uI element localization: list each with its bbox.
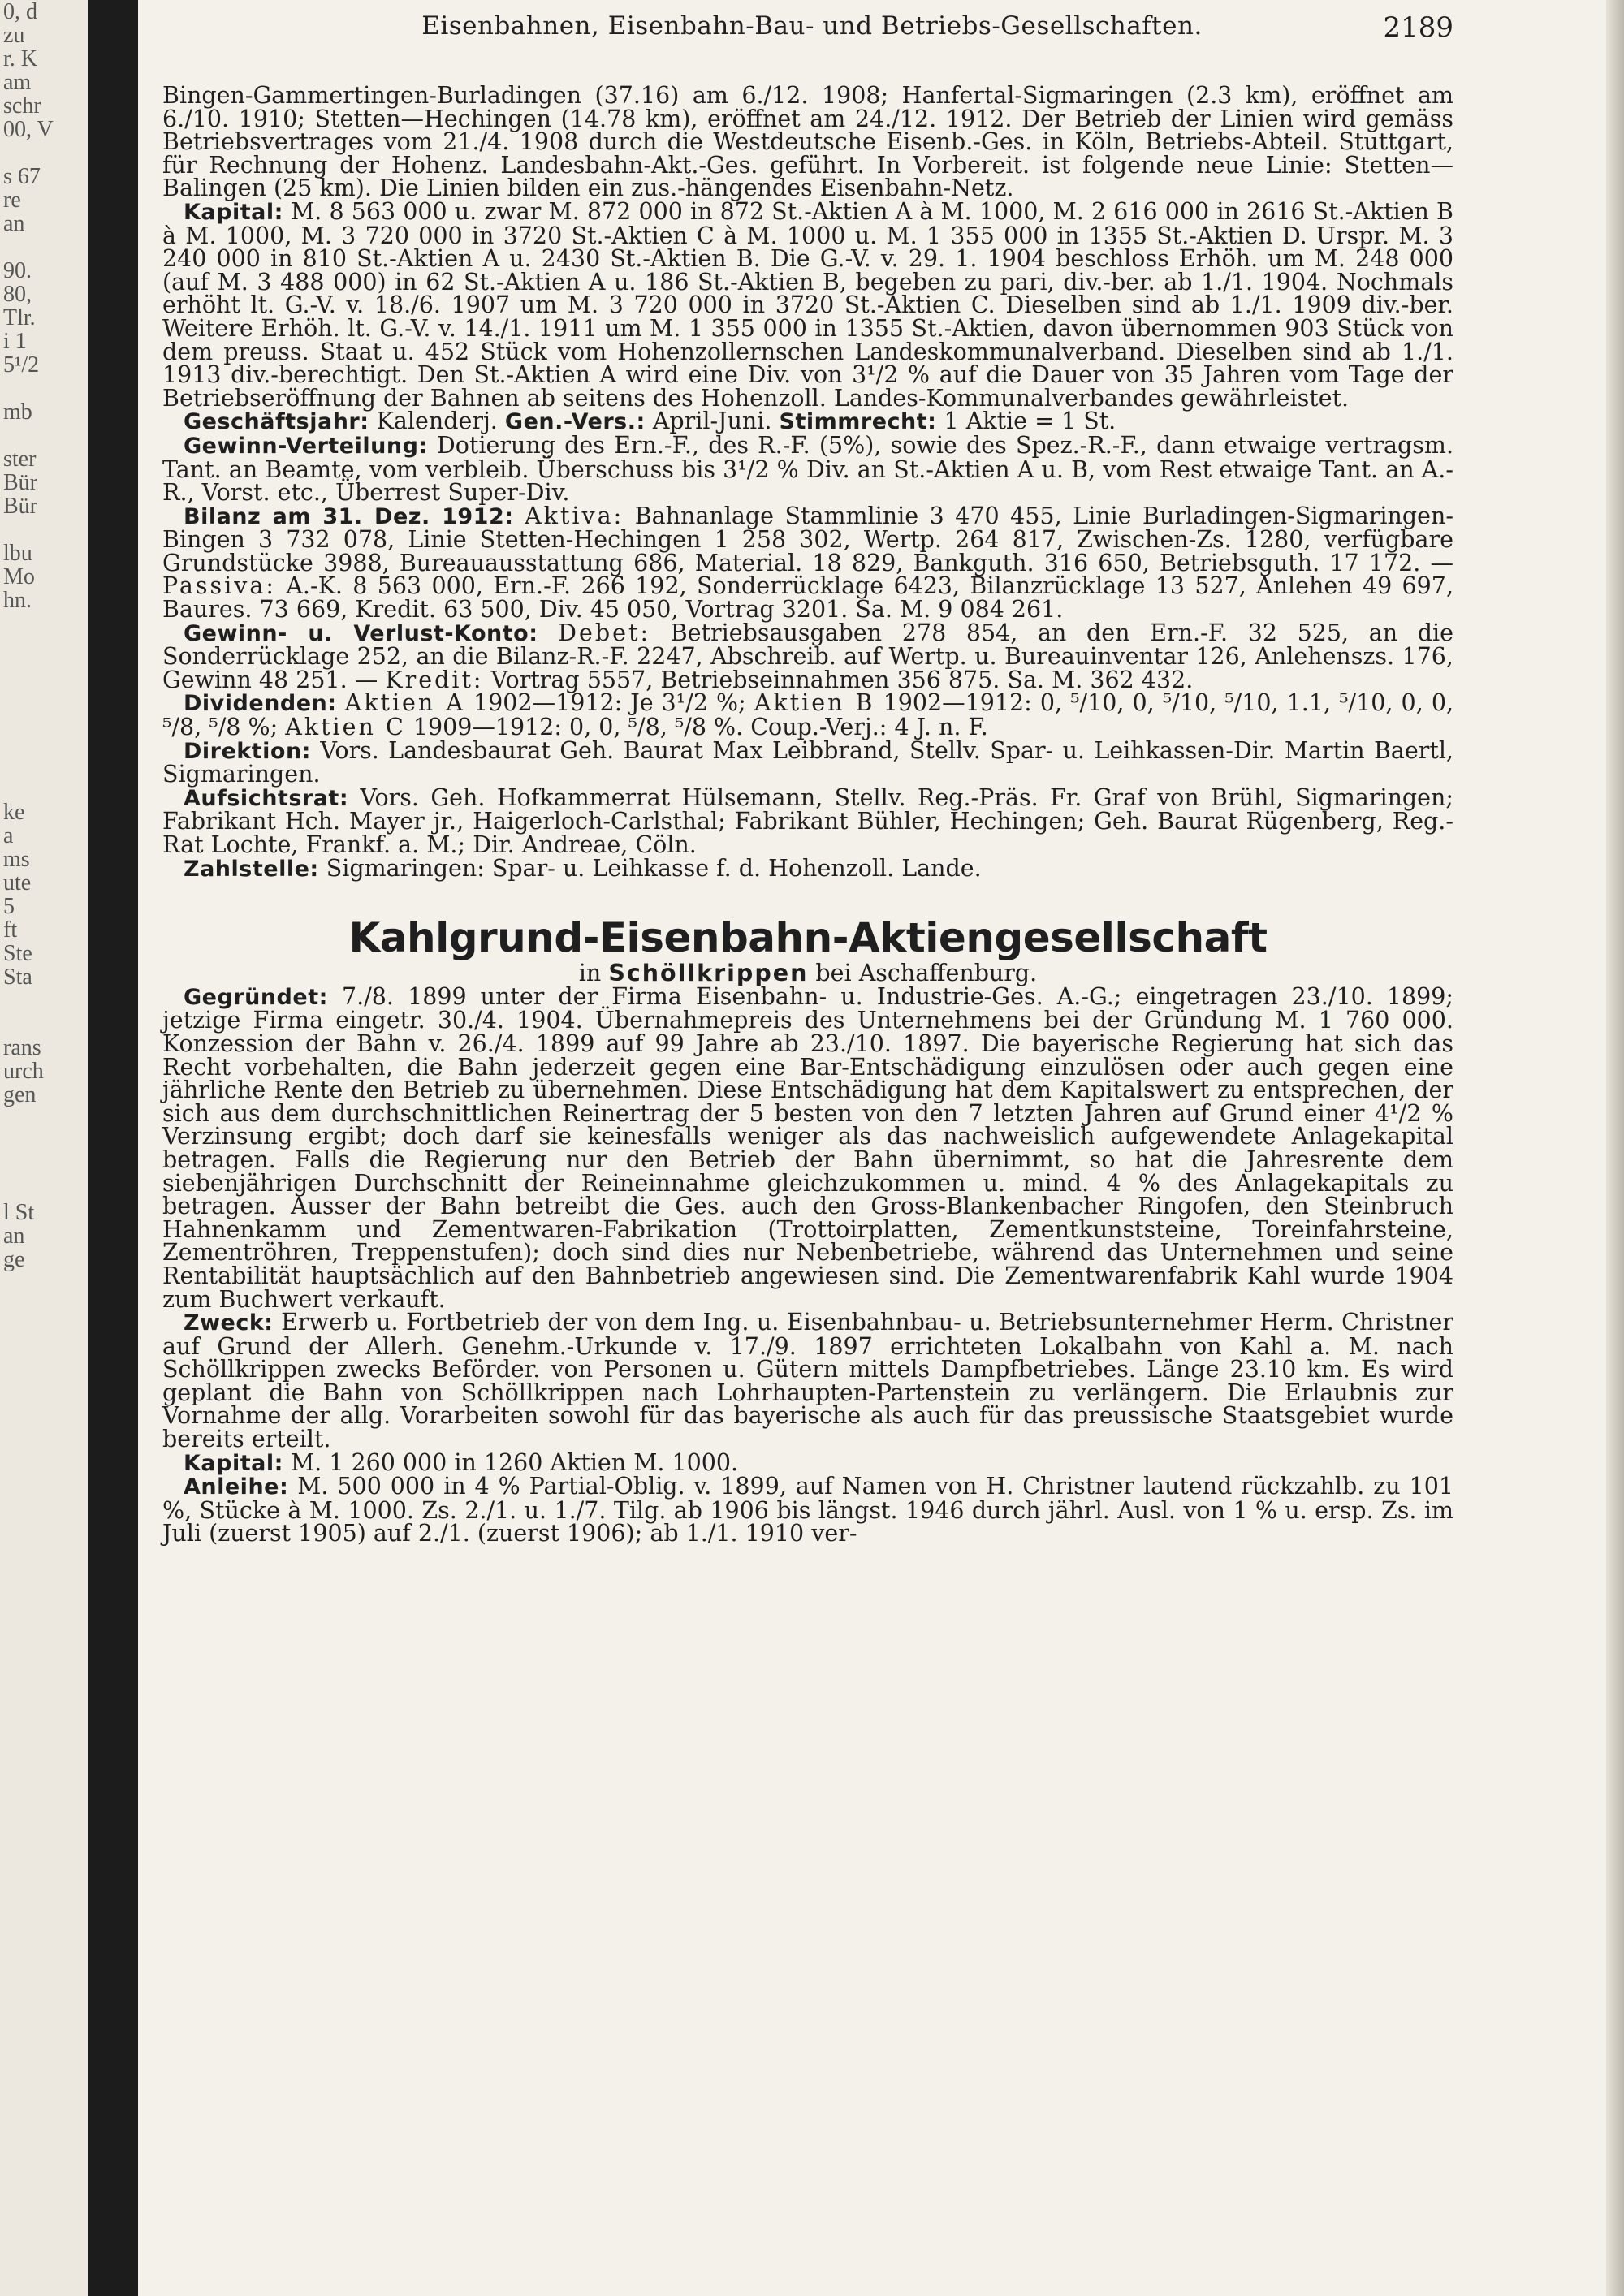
adjacent-page-fragment: an	[3, 1224, 25, 1249]
adjacent-page-fragment	[0, 612, 88, 636]
company-title: Kahlgrund-Eisenbahn-Aktiengesellschaft	[348, 914, 1268, 962]
bilanz-passiva-text: A.-K. 8 563 000, Ern.-F. 266 192, Sonderrücklage 6423, Bilanzrücklage 13 527, Anlehen 49 697, Baures. 73 669, Kredit. 63 500, Div. 45 050, Vortrag 3201. Sa. M. 9 084 261.	[162, 572, 1453, 624]
gen-vers-label: Gen.-Vers.:	[504, 409, 646, 435]
dividenden-entry	[162, 689, 1454, 741]
adjacent-page-fragment: ms	[3, 847, 30, 872]
page	[162, 0, 1453, 2296]
gewinn-verteilung-label: Gewinn-Verteilung:	[184, 433, 428, 459]
gegruendet-entry	[162, 982, 1454, 1313]
adjacent-page-fragment: Ste	[3, 941, 32, 966]
direktion-entry	[162, 736, 1453, 788]
adjacent-page-fragment	[0, 1271, 88, 1295]
anleihe-entry	[162, 1475, 1453, 1546]
aufsichtsrat-text: Vors. Geh. Hofkammerrat Hülsemann, Stellv. Reg.-Präs. Fr. Graf von Brühl, Sigmaringen; Fabrikant Hch. Mayer jr., Haigerloch-Carlsthal; Fabrikant Bühler, Hechingen; Geh. Baurat Rügenberg, Reg.-Rat Lochte, Frankf. a. M.; Dir. Andreae, Cöln.	[162, 783, 1454, 858]
binding-gutter	[88, 0, 138, 2296]
gewinn-verteilung-text: Dotierung des Ern.-F., des R.-F. (5%), sowie des Spez.-R.-F., dann etwaige vertragsm. Tant. an Beamte, vom verbleib. Überschuss bis 3¹/2 % Div. an St.-Aktien A u. B, vom Rest etwaige Tant. an A.-R., Vorst. etc., Überrest Super-Div.	[162, 431, 1454, 507]
page-body	[162, 84, 1453, 1546]
gewinn-verteilung-entry	[162, 431, 1454, 507]
location-rest: bei Aschaffenburg.	[815, 960, 1038, 987]
guv-kredit-text: Vortrag 5557, Betriebseinnahmen 356 875. Sa. M. 362 432.	[490, 666, 1194, 693]
adjacent-page-fragment	[0, 518, 88, 542]
location-place: Schöllkrippen	[608, 960, 809, 987]
geschaeftsjahr-text: Kalenderj.	[376, 408, 498, 435]
adjacent-page-fragment: 90.	[3, 258, 32, 283]
fiscal-entry	[162, 410, 1453, 434]
adjacent-page-fragment	[0, 1460, 88, 1483]
bilanz-entry	[162, 502, 1453, 624]
kapital-entry	[162, 197, 1454, 412]
debet-label: Debet:	[558, 619, 651, 646]
adjacent-page-fragment: Sta	[3, 965, 32, 990]
adjacent-page-fragment: rans	[3, 1035, 41, 1060]
zweck-text: Erwerb u. Fortbetrieb der von dem Ing. u. Eisenbahnbau- u. Betriebsunternehmer Herm. Christner auf Grund der Allerh. Genehm.-Urkunde v. 17./9. 1897 errichteten Lokalbahn von Kahl a. M. nach Schöllkrippen zwecks Beförder. von Personen u. Gütern mittels Dampfbetriebes. Länge 23.10 km. Es wird geplant die Bahn von Schöllkrippen nach Lohrhaupten-Partenstein zu verlängern. Die Erlaubnis zur Vornahme der allg. Vorarbeiten sowohl für das bayerische als auch für das preussische Staatsgebiet wurde bereits erteilt.	[162, 1309, 1453, 1453]
adjacent-page-fragment	[0, 377, 88, 400]
railway-lines-paragraph: Bingen-Gammertingen-Burladingen (37.16) am 6./12. 1908; Hanfertal-Sigmaringen (2.3 km), eröffnet am 6./10. 1910; Stetten—Hechingen (14.78 km), eröffnet am 24./12. 1912. Der Betrieb der Linien wird gemäss Betriebsvertrages vom 21./4. 1908 durch die Westdeutsche Eisenb.-Ges. in Köln, Betriebs-Abteil. Stuttgart, für Rechnung der Hohenz. Landesbahn-Akt.-Ges. geführt. In Vorbereit. ist folgende neue Linie: Stetten—Balingen (25 km). Die Linien bilden ein zus.-hängendes Eisenbahn-Netz.	[162, 82, 1453, 202]
adjacent-page-fragment	[0, 683, 88, 706]
adjacent-page-fragment: gen	[3, 1082, 37, 1107]
adjacent-page-fragment	[0, 1154, 88, 1177]
kapital-text: M. 8 563 000 u. zwar M. 872 000 in 872 St.-Aktien A à M. 1000, M. 2 616 000 in 2616 St.-Aktien B à M. 1000, M. 3 720 000 in 3720 St.-Aktien C à M. 1000 u. M. 1 355 000 in 1355 St.-Aktien D. Urspr. M. 3 240 000 in 810 St.-Aktien A u. 2430 St.-Aktien B. Die G.-V. v. 29. 1. 1904 beschloss Erhöh. um M. 248 000 (auf M. 3 488 000) in 62 St.-Aktien A u. 186 St.-Aktien B, begeben zu pari, div.-ber. ab 1./1. 1904. Nochmals erhöht lt. G.-V. v. 18./6. 1907 um M. 3 720 000 in 3720 St.-Aktien C. Dieselben sind ab 1./1. 1909 div.-ber. Weitere Erhöh. lt. G.-V. v. 14./1. 1911 um M. 1 355 000 in 1355 St.-Aktien, davon übernommen 903 Stück von dem preuss. Staat u. 452 Stück vom Hohenzollernschen Landeskommunalverband. Dieselben sind ab 1./1. 1913 div.-berechtigt. Den St.-Aktien A wird eine Div. von 3¹/2 % auf die Dauer von 35 Jahren vom Tage der Betriebseröffnung der Bahnen ab seitens des Hohenzoll. Landes-Kommunalverbandes gewährleistet.	[162, 197, 1454, 412]
adjacent-page-fragment	[0, 777, 88, 801]
direktion-label: Direktion:	[184, 738, 311, 764]
kapital2-entry	[162, 1448, 1453, 1476]
adjacent-page-fragment: lbu	[3, 541, 32, 566]
adjacent-page-fragment: zu	[3, 23, 25, 48]
adjacent-page-fragment: hn.	[3, 588, 32, 613]
adjacent-page-fragment: i 1	[3, 329, 27, 354]
adjacent-page-fragment	[0, 1483, 88, 1507]
adjacent-page-fragment: 0, d	[3, 0, 37, 24]
zahlstelle-entry	[162, 854, 1453, 882]
guv-entry	[162, 619, 1453, 693]
adjacent-page-fragment	[0, 706, 88, 730]
adjacent-page-fragment: 80,	[3, 282, 32, 307]
anleihe-label: Anleihe:	[184, 1474, 289, 1500]
adjacent-page-fragment: urch	[3, 1059, 44, 1084]
dividenden-label: Dividenden:	[184, 691, 337, 717]
aktiva-label: Aktiva:	[525, 502, 624, 529]
adjacent-page-fragment	[0, 730, 88, 753]
bilanz-aktiva-text: Bahnanlage Stammlinie 3 470 455, Linie Burladingen-Sigmaringen-Bingen 3 732 078, Linie Stetten-Hechingen 1 258 302, Wertp. 264 817, Zwischen-Zs. 1280, verfügbare Grundstücke 3988, Bureauausstattung 686, Material. 18 829, Bankguth. 316 650, Betriebsguth. 17 172. —	[162, 502, 1453, 576]
zahlstelle-label: Zahlstelle:	[184, 856, 319, 882]
company-location	[162, 962, 1453, 986]
kredit-label: Kredit:	[385, 666, 484, 693]
adjacent-page-fragment	[0, 1318, 88, 1342]
adjacent-page-fragment: 5	[3, 894, 15, 919]
adjacent-page-fragment: Tlr.	[3, 305, 36, 330]
adjacent-page-fragment	[0, 1436, 88, 1460]
adjacent-page-fragment: Bür	[3, 494, 37, 519]
header-title: Eisenbahnen, Eisenbahn-Bau- und Betriebs-Gesellschaften.	[421, 11, 1203, 41]
running-header	[162, 11, 1453, 47]
adjacent-page-fragment: am	[3, 70, 32, 95]
aktien-b-label: Aktien B	[754, 689, 875, 717]
adjacent-page-fragment	[0, 1130, 88, 1154]
adjacent-page-fragment: l St	[3, 1200, 35, 1225]
adjacent-page-fragment: ge	[3, 1247, 25, 1272]
adjacent-page-fragment	[0, 1177, 88, 1201]
location-prefix: in	[578, 960, 602, 987]
guv-label: Gewinn- u. Verlust-Konto:	[184, 620, 538, 646]
aufsichtsrat-entry	[162, 783, 1454, 858]
adjacent-page-fragment	[0, 1295, 88, 1318]
page-edge	[1606, 0, 1624, 2296]
bilanz-label: Bilanz am 31. Dez. 1912:	[184, 503, 514, 529]
stimmrecht-label: Stimmrecht:	[779, 409, 937, 435]
aktien-a-label: Aktien A	[344, 689, 465, 717]
kapital2-text: M. 1 260 000 in 1260 Aktien M. 1000.	[290, 1448, 739, 1476]
aktien-b-text: 1902—1912: 0, ⁵/10, 0, ⁵/10, ⁵/10, 1.1, ⁵/10, 0, 0, ⁵/8, ⁵/8 %;	[162, 689, 1454, 741]
anleihe-text: M. 500 000 in 4 % Partial-Oblig. v. 1899, auf Namen von H. Christner lautend rückzahlb. zu 101 %, Stücke à M. 1000. Zs. 2./1. u. 1./7. Tilg. ab 1906 bis längst. 1946 durch jährl. Ausl. von 1 % u. ersp. Zs. im Juli (zuerst 1905) auf 2./1. (zuerst 1906); ab 1./1. 1910 ver-	[162, 1473, 1453, 1547]
adjacent-page-fragment: schr	[3, 93, 41, 119]
adjacent-page-fragment	[0, 1107, 88, 1130]
adjacent-page-fragment: r. K	[3, 46, 37, 71]
passiva-label: Passiva:	[162, 572, 276, 600]
adjacent-page-fragment	[0, 1342, 88, 1366]
adjacent-page-fragment: s 67	[3, 164, 41, 189]
adjacent-page-strip	[0, 0, 88, 2296]
direktion-text: Vors. Landesbaurat Geh. Baurat Max Leibbrand, Stellv. Spar- u. Leihkassen-Dir. Martin Baertl, Sigmaringen.	[162, 736, 1453, 788]
gegruendet-text: 7./8. 1899 unter der Firma Eisenbahn- u. Industrie-Ges. A.-G.; eingetragen 23./10. 1899; jetzige Firma eingetr. 30./4. 1904. Übernahmepreis des Unternehmens bei der Gründung M. 1 760 000. Konzession der Bahn v. 26./4. 1899 auf 99 Jahre ab 23./10. 1897. Die bayerische Regierung hat sich das Recht vorbehalten, die Bahn jederzeit gegen eine Bar-Entschädigung einzulösen oder auch gegen eine jährliche Rente den Betrieb zu übernehmen. Diese Entschädigung hat dem Kapitalswert zu entsprechen, der sich aus dem durchschnittlichen Reinertrag der 5 besten von den 7 letzten Jahren auf Grund einer 4¹/2 % Verzinsung ergibt; doch darf sie keinesfalls weniger als das nachweislich aufgewendete Anlagekapital betragen. Falls die Regierung nur den Betrieb der Bahn übernimmt, so hat die Jahresrente dem siebenjährigen Durchschnitt der Reineinnahme gleichzukommen u. mind. 4 % des Anlagekapitals zu betragen. Ausser der Bahn betreibt die Ges. auch den Gross-Blankenbacher Ringofen, den Steinbruch Hahnenkamm und Zementwaren-Fabrikation (Trottoirplatten, Zementkunststeine, Toreinfahrsteine, Zementröhren, Treppenstufen); doch sind dies nur Nebenbetriebe, während das Unternehmen und seine Rentabilität hauptsächlich auf den Bahnbetrieb angewiesen sind. Die Zementwarenfabrik Kahl wurde 1904 zum Buchwert verkauft.	[162, 982, 1454, 1313]
adjacent-page-fragment	[0, 141, 88, 165]
zahlstelle-text: Sigmaringen: Spar- u. Leihkasse f. d. Hohenzoll. Lande.	[326, 854, 982, 882]
aktien-a-text: 1902—1912: Je 3¹/2 %;	[473, 689, 746, 717]
stimmrecht-text: 1 Aktie = 1 St.	[944, 408, 1116, 435]
adjacent-page-fragment	[0, 1366, 88, 1389]
adjacent-page-fragment: 00, V	[3, 117, 54, 142]
gen-vers-text: April-Juni.	[652, 408, 772, 435]
adjacent-page-fragment	[0, 235, 88, 259]
zweck-entry	[162, 1311, 1453, 1452]
guv-debet-text: Betriebsausgaben 278 854, an den Ern.-F. 32 525, an die Sonderrücklage 252, an die Bilanz-R.-F. 2247, Abschreib. auf Wertp. u. Bureauinventar 126, Anlehenszs. 176, Gewinn 48 251. —	[162, 619, 1453, 693]
geschaeftsjahr-label: Geschäftsjahr:	[184, 409, 369, 435]
adjacent-page-fragment	[0, 636, 88, 659]
adjacent-page-fragment: ke	[3, 800, 25, 825]
aktien-c-text: 1909—1912: 0, 0, ⁵/8, ⁵/8 %. Coup.-Verj.: 4 J. n. F.	[412, 714, 988, 741]
adjacent-page-fragment	[0, 424, 88, 447]
adjacent-page-fragment: a	[3, 823, 14, 848]
adjacent-page-fragment	[0, 659, 88, 683]
page-number: 2189	[1383, 11, 1453, 44]
adjacent-page-fragment	[0, 1012, 88, 1036]
kapital-label: Kapital:	[184, 199, 283, 225]
adjacent-page-fragment: an	[3, 211, 25, 236]
adjacent-page-fragment: ute	[3, 870, 32, 896]
adjacent-page-fragment: Bür	[3, 470, 37, 495]
adjacent-page-fragment: re	[3, 188, 21, 213]
adjacent-page-fragment: 5¹/2	[3, 352, 40, 378]
aufsichtsrat-label: Aufsichtsrat:	[184, 785, 349, 811]
adjacent-page-fragment	[0, 989, 88, 1012]
adjacent-page-fragment: Mo	[3, 564, 35, 589]
adjacent-page-fragment	[0, 1389, 88, 1413]
aktien-c-label: Aktien C	[285, 714, 406, 741]
kapital2-label: Kapital:	[184, 1450, 283, 1476]
gegruendet-label: Gegründet:	[184, 984, 328, 1010]
adjacent-page-fragment	[0, 1413, 88, 1436]
adjacent-page-fragment: mb	[3, 399, 32, 425]
adjacent-page-fragment: ster	[3, 447, 37, 472]
zweck-label: Zweck:	[184, 1310, 274, 1336]
adjacent-page-fragment: ft	[3, 917, 18, 943]
adjacent-page-fragment	[0, 753, 88, 777]
